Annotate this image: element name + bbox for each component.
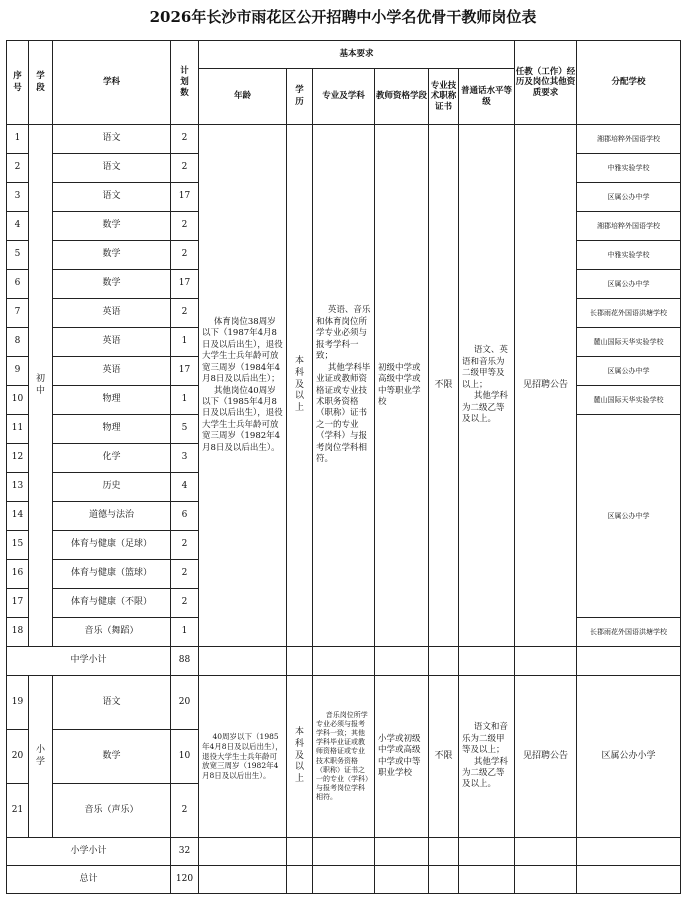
page-title: 2026年长沙市雨花区公开招聘中小学名优骨干教师岗位表 (149, 8, 537, 26)
subject-cell: 体育与健康（篮球） (53, 560, 171, 589)
header-seq: 序 号 (7, 41, 29, 125)
subject-cell: 化学 (53, 444, 171, 473)
subject-cell: 物理 (53, 386, 171, 415)
header-age: 年龄 (199, 69, 287, 125)
subject-cell: 体育与健康（不限） (53, 589, 171, 618)
subject-cell: 音乐（声乐） (53, 784, 171, 838)
school-cell: 中雅实验学校 (577, 241, 681, 270)
plan-cell: 20 (171, 676, 199, 730)
header-school: 分配学校 (577, 41, 681, 125)
middle-experience: 见招聘公告 (515, 125, 577, 647)
middle-subtotal-row (7, 647, 681, 676)
primary-education: 本 科 及 以 上 (287, 676, 313, 838)
seq-cell: 11 (7, 415, 29, 444)
seq-cell: 3 (7, 183, 29, 212)
plan-cell: 6 (171, 502, 199, 531)
seq-cell: 10 (7, 386, 29, 415)
subject-cell: 道德与法治 (53, 502, 171, 531)
school-cell: 湘郡培粹外国语学校 (577, 212, 681, 241)
subject-cell: 语文 (53, 125, 171, 154)
subject-cell: 语文 (53, 183, 171, 212)
seq-cell: 6 (7, 270, 29, 299)
school-cell: 区属公办中学 (577, 183, 681, 212)
plan-cell: 1 (171, 328, 199, 357)
header-major: 专业及学科 (313, 69, 375, 125)
middle-mandarin: 语文、英语和音乐为二级甲等及以上； 其他学科为二级乙等及以上。 (459, 125, 515, 647)
subject-cell: 语文 (53, 154, 171, 183)
header-basic: 基本要求 (199, 41, 515, 69)
school-cell: 麓山国际天华实验学校 (577, 328, 681, 357)
plan-cell: 2 (171, 299, 199, 328)
middle-major-requirement: 英语、音乐和体育岗位所学专业必须与报考学科一致； 其他学科毕业证或教师资格证或专业技术职务资格（职称）证书之一的专业（学科）与报考岗位学科相符。 (313, 125, 375, 647)
primary-school: 区属公办小学 (577, 676, 681, 838)
subject-cell: 英语 (53, 299, 171, 328)
plan-cell: 2 (171, 560, 199, 589)
seq-cell: 19 (7, 676, 29, 730)
middle-education: 本 科 及 以 上 (287, 125, 313, 647)
plan-cell: 5 (171, 415, 199, 444)
header-cert-stage: 教师资格学段 (375, 69, 429, 125)
seq-cell: 21 (7, 784, 29, 838)
seq-cell: 14 (7, 502, 29, 531)
primary-subtotal-value: 32 (171, 838, 199, 866)
plan-cell: 10 (171, 730, 199, 784)
seq-cell: 5 (7, 241, 29, 270)
table-row (7, 125, 681, 154)
primary-subtotal-row (7, 838, 681, 866)
plan-cell: 2 (171, 154, 199, 183)
plan-cell: 2 (171, 531, 199, 560)
plan-cell: 4 (171, 473, 199, 502)
seq-cell: 2 (7, 154, 29, 183)
subject-cell: 体育与健康（足球） (53, 531, 171, 560)
total-label: 总计 (7, 866, 171, 894)
header-row-1 (7, 41, 681, 69)
header-stage: 学 段 (29, 41, 53, 125)
primary-subtotal-label: 小学小计 (7, 838, 171, 866)
middle-subtotal-value: 88 (171, 647, 199, 676)
plan-cell: 2 (171, 589, 199, 618)
plan-cell: 17 (171, 357, 199, 386)
school-cell: 区属公办中学 (577, 270, 681, 299)
header-mandarin: 普通话水平等级 (459, 69, 515, 125)
subject-cell: 英语 (53, 357, 171, 386)
seq-cell: 17 (7, 589, 29, 618)
middle-age-requirement: 体育岗位38周岁以下（1987年4月8日及以后出生），退役大学生士兵年龄可放宽三周岁（1984年4月8日及以后出生）； 其他岗位40周岁以下（1985年4月8日及以后出生），退役大学生士兵年龄可放宽三周岁（1982年4月8日及以后出生）。 (199, 125, 287, 647)
seq-cell: 18 (7, 618, 29, 647)
seq-cell: 13 (7, 473, 29, 502)
plan-cell: 2 (171, 125, 199, 154)
school-cell: 麓山国际天华实验学校 (577, 386, 681, 415)
middle-tech: 不限 (429, 125, 459, 647)
seq-cell: 7 (7, 299, 29, 328)
seq-cell: 20 (7, 730, 29, 784)
plan-cell: 1 (171, 618, 199, 647)
middle-subtotal-label: 中学小计 (7, 647, 171, 676)
seq-cell: 4 (7, 212, 29, 241)
seq-cell: 9 (7, 357, 29, 386)
primary-mandarin: 语文和音乐为二级甲等及以上； 其他学科为二级乙等及以上。 (459, 676, 515, 838)
seq-cell: 8 (7, 328, 29, 357)
subject-cell: 数学 (53, 730, 171, 784)
primary-age-requirement: 40周岁以下（1985年4月8日及以后出生），退役大学生士兵年龄可放宽三周岁（1982年4月8日及以后出生）。 (199, 676, 287, 838)
positions-table (6, 40, 681, 894)
plan-cell: 2 (171, 241, 199, 270)
school-cell-merged: 区属公办中学 (577, 415, 681, 618)
plan-cell: 1 (171, 386, 199, 415)
header-education: 学 历 (287, 69, 313, 125)
subject-cell: 语文 (53, 676, 171, 730)
primary-major-requirement: 音乐岗位所学专业必须与报考学科一致；其他学科毕业证或教师资格证或专业技术职务资格（职称）证书之一的专业（学科）与报考岗位学科相符。 (313, 676, 375, 838)
total-row (7, 866, 681, 894)
header-experience: 任教（工作）经历及岗位其他资质要求 (515, 41, 577, 125)
subject-cell: 历史 (53, 473, 171, 502)
seq-cell: 12 (7, 444, 29, 473)
middle-cert-stage: 初级中学或高级中学或中等职业学校 (375, 125, 429, 647)
subject-cell: 物理 (53, 415, 171, 444)
stage-primary: 小 学 (29, 676, 53, 838)
plan-cell: 2 (171, 784, 199, 838)
seq-cell: 1 (7, 125, 29, 154)
school-cell: 湘郡培粹外国语学校 (577, 125, 681, 154)
school-cell: 中雅实验学校 (577, 154, 681, 183)
table-row (7, 676, 681, 730)
seq-cell: 15 (7, 531, 29, 560)
primary-tech: 不限 (429, 676, 459, 838)
plan-cell: 17 (171, 270, 199, 299)
subject-cell: 音乐（舞蹈） (53, 618, 171, 647)
plan-cell: 3 (171, 444, 199, 473)
primary-experience: 见招聘公告 (515, 676, 577, 838)
header-subject: 学科 (53, 41, 171, 125)
header-plan: 计 划 数 (171, 41, 199, 125)
subject-cell: 英语 (53, 328, 171, 357)
total-value: 120 (171, 866, 199, 894)
school-cell: 长郡雨花外国语洪塘学校 (577, 299, 681, 328)
seq-cell: 16 (7, 560, 29, 589)
plan-cell: 2 (171, 212, 199, 241)
school-cell: 长郡雨花外国语洪塘学校 (577, 618, 681, 647)
school-cell: 区属公办中学 (577, 357, 681, 386)
stage-middle: 初 中 (29, 125, 53, 647)
primary-cert-stage: 小学或初级中学或高级中学或中等职业学校 (375, 676, 429, 838)
subject-cell: 数学 (53, 212, 171, 241)
plan-cell: 17 (171, 183, 199, 212)
subject-cell: 数学 (53, 270, 171, 299)
header-tech: 专业技术职称证书 (429, 69, 459, 125)
subject-cell: 数学 (53, 241, 171, 270)
